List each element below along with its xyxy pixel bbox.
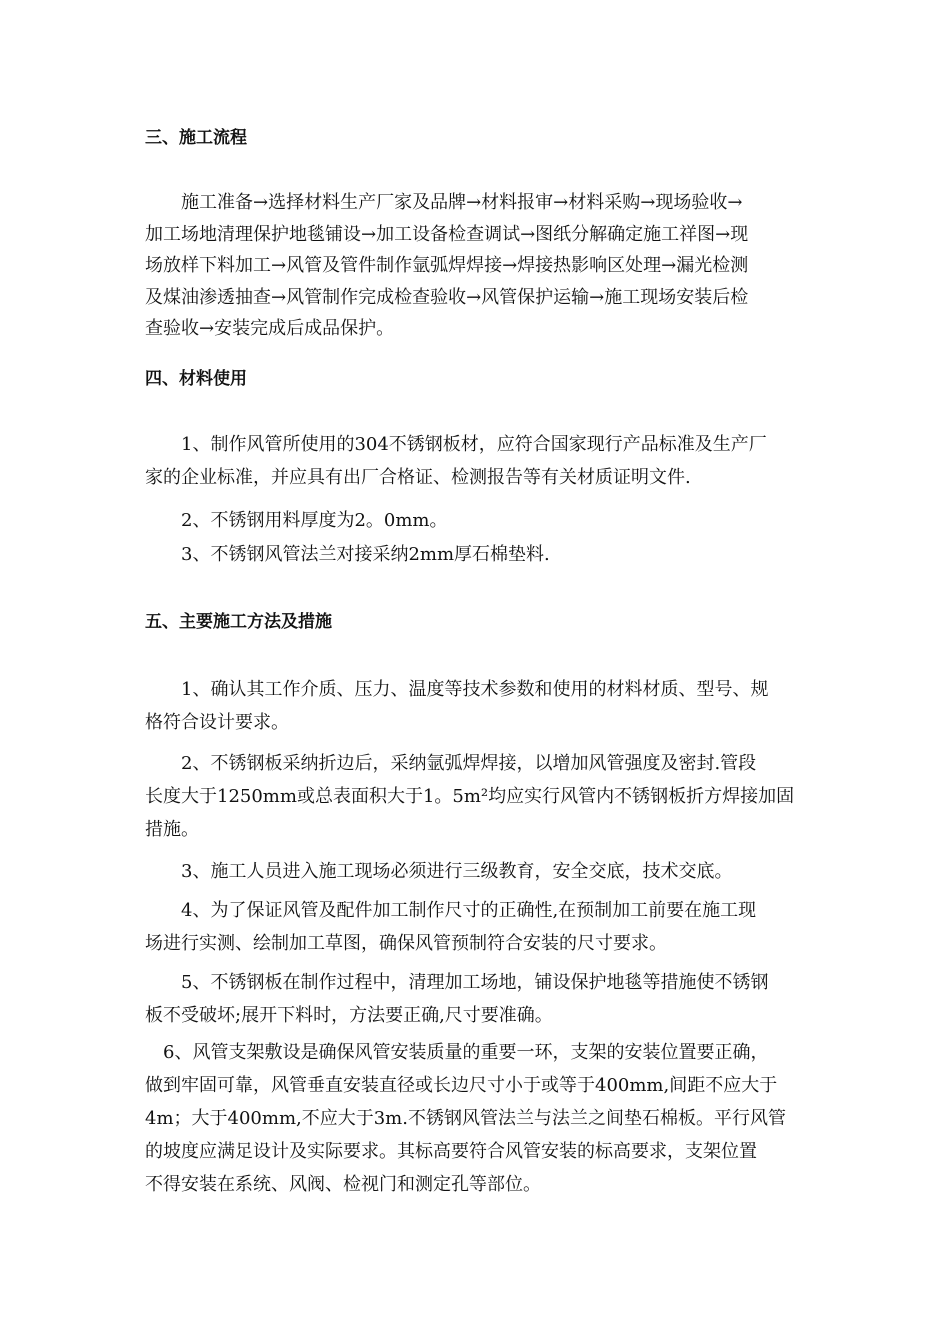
paragraph-material-3: 3、不锈钢风管法兰对接采纳2mm厚石棉垫料. (145, 544, 550, 565)
paragraph-material-2: 2、不锈钢用料厚度为2。0mm。 (145, 510, 448, 531)
paragraph-method-1: 1、确认其工作介质、压力、温度等技术参数和使用的材料材质、型号、规 格符合设计要求。 (145, 679, 769, 733)
paragraph-material-1: 1、制作风管所使用的304不锈钢板材，应符合国家现行产品标准及生产厂 家的企业标准，并应具有出厂合格证、检测报告等有关材质证明文件. (145, 434, 767, 488)
section-heading-material-use: 四、材料使用 (145, 369, 247, 389)
paragraph-method-5: 5、不锈钢板在制作过程中，清理加工场地，铺设保护地毯等措施使不锈钢 板不受破坏;展开下料时，方法要正确,尺寸要准确。 (145, 972, 769, 1026)
paragraph-method-4: 4、为了保证风管及配件加工制作尺寸的正确性,在预制加工前要在施工现 场进行实测、绘制加工草图，确保风管预制符合安装的尺寸要求。 (145, 900, 757, 954)
section-heading-main-methods: 五、主要施工方法及措施 (145, 612, 332, 632)
paragraph-process-flow: 施工准备→选择材料生产厂家及品牌→材料报审→材料采购→现场验收→ 加工场地清理保护地毯铺设→加工设备检查调试→图纸分解确定施工祥图→现 场放样下料加工→风管及管件制作氩弧焊焊接→焊接热影响区处理→漏光检测 及煤油渗透抽查→风管制作完成检查验收→风管保护运输→施工现场安装后检 查验收→安装完成后成品保护。 (145, 192, 749, 339)
paragraph-method-2: 2、不锈钢板采纳折边后，采纳氩弧焊焊接，以增加风管强度及密封.管段 长度大于1250mm或总表面积大于1。5m²均应实行风管内不锈钢板折方焊接加固 措施。 (145, 753, 795, 840)
paragraph-method-3: 3、施工人员进入施工现场必须进行三级教育，安全交底，技术交底。 (145, 861, 733, 882)
paragraph-method-6: 6、风管支架敷设是确保风管安装质量的重要一环，支架的安装位置要正确， 做到牢固可靠，风管垂直安装直径或长边尺寸小于或等于400mm,间距不应大于 4m；大于400mm,不应大于3m.不锈钢风管法兰与法兰之间垫石棉板。平行风管 的坡度应满足设计及实际要求。其标高要符合风管安装的标高要求，支架位置 不得安装在系统、风阀、检视门和测定孔等部位。 (145, 1042, 786, 1195)
section-heading-construction-process: 三、施工流程 (145, 128, 247, 148)
